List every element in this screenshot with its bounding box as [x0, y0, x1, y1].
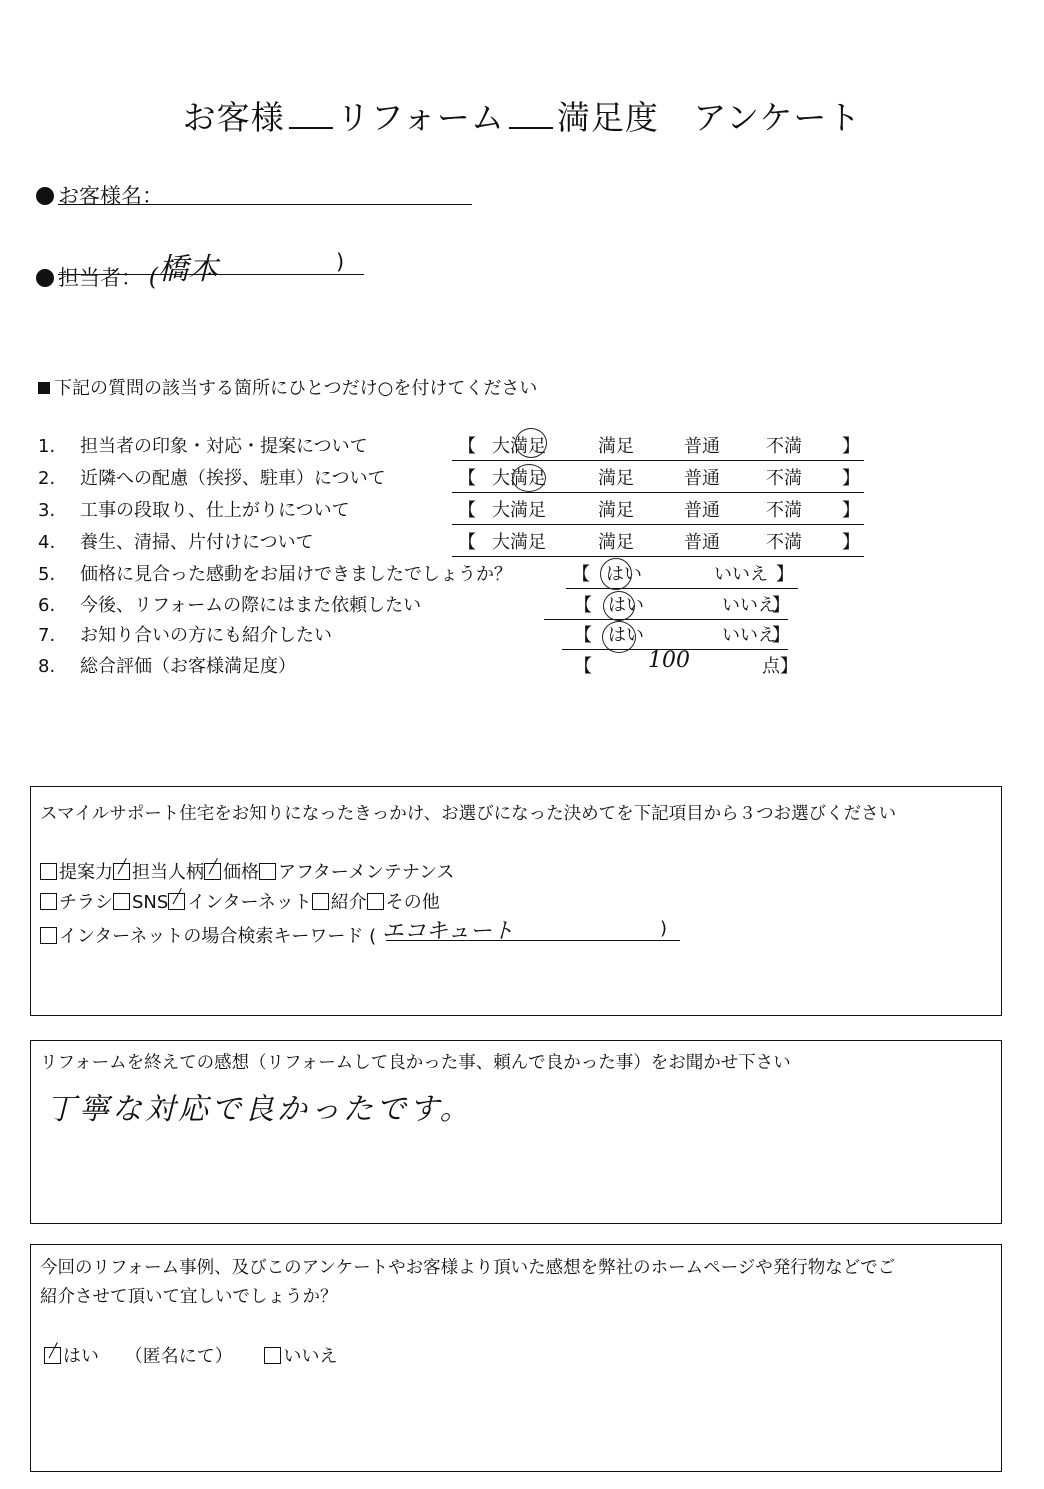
question-text: 価格に見合った感動をお届けできましたでしょうか？ [80, 564, 512, 585]
option-label: インターネット [187, 892, 312, 913]
bracket-open: 【 [574, 625, 592, 646]
checkbox-proposal[interactable] [40, 863, 57, 880]
option-no[interactable]: いいえ [722, 625, 776, 646]
staff-open-paren: ( [148, 263, 159, 291]
customer-name-row [36, 180, 163, 210]
checkbox-staff-personality[interactable] [113, 863, 130, 880]
customer-name-underline [58, 204, 472, 205]
consent-yes-label: はい [63, 1346, 99, 1367]
bracket-open: 【 [574, 656, 592, 677]
option-label: チラシ [59, 892, 113, 913]
bracket-close: 】 [772, 625, 790, 646]
bracket-close: 】 [772, 595, 790, 616]
option-label: その他 [385, 892, 440, 913]
selection-circle [602, 621, 636, 653]
question-text: 総合評価（お客様満足度） [80, 656, 296, 677]
checkbox-other[interactable] [367, 893, 384, 910]
title-part-satisfaction: 満足度 [556, 98, 659, 137]
source-row-2 [40, 888, 440, 914]
impression-heading: リフォームを終えての感想（リフォームして良かった事、頼んで良かった事）をお聞かせ下さい [40, 1053, 791, 1073]
bracket-open: 【 [574, 595, 592, 616]
selection-circle [603, 591, 635, 621]
question-number: 5. [38, 564, 56, 585]
question-text: お知り合いの方にも紹介したい [80, 625, 332, 646]
bullet-icon [36, 187, 54, 205]
selection-circle [600, 558, 632, 590]
question-number: 6. [38, 595, 56, 616]
question-text: 養生、清掃、片付けについて [80, 532, 314, 553]
bracket-close: 】 [776, 564, 794, 585]
keyword-underline [386, 940, 680, 941]
question-row [0, 432, 1044, 462]
checkbox-after-maintenance[interactable] [259, 863, 276, 880]
question-row [0, 648, 1044, 682]
staff-value[interactable]: 橋本 [158, 252, 219, 287]
bracket-open: 【 [572, 564, 590, 585]
option-label: アフターメンテナンス [278, 862, 455, 883]
option-no[interactable]: いいえ [722, 595, 776, 616]
source-row-1 [40, 858, 454, 884]
impression-answer[interactable]: 丁寧な対応で良かったです。 [46, 1092, 473, 1127]
source-heading: スマイルサポート住宅をお知りになったきっかけ、お選びになった決めてを下記項目から３つお選びください [40, 804, 897, 824]
question-number: 8. [38, 656, 56, 677]
staff-label: 担当者： [58, 266, 142, 290]
checkbox-consent-no[interactable] [264, 1347, 281, 1364]
option-neutral[interactable]: 普通 [684, 500, 720, 521]
bracket-close: 】 [842, 532, 860, 553]
keyword-label: インターネットの場合検索キーワード [59, 926, 364, 947]
question-row [0, 560, 1044, 590]
question-row [0, 528, 1044, 558]
rating-options [452, 498, 864, 525]
option-unsatisfied[interactable]: 不満 [766, 436, 802, 457]
square-bullet-icon [38, 382, 50, 394]
question-number: 3. [38, 500, 56, 521]
option-unsatisfied[interactable]: 不満 [766, 532, 802, 553]
consent-no-label: いいえ [283, 1346, 338, 1367]
option-label: 担当人柄 [132, 862, 204, 883]
staff-close-paren: ) [336, 250, 345, 274]
bullet-icon [36, 269, 54, 287]
option-label: 価格 [223, 862, 259, 883]
keyword-row [40, 918, 680, 949]
option-very-satisfied[interactable]: 大満足 [492, 532, 546, 553]
staff-row [36, 250, 366, 294]
bracket-open: 【 [458, 436, 476, 457]
title-part-customer: お客様 [182, 98, 285, 137]
checkbox-flyer[interactable] [40, 893, 57, 910]
rating-options [452, 530, 864, 557]
option-unsatisfied[interactable]: 不満 [766, 468, 802, 489]
option-neutral[interactable]: 普通 [684, 532, 720, 553]
checkbox-internet[interactable] [168, 893, 185, 910]
checkbox-keyword[interactable] [40, 927, 57, 944]
option-label: SNS [132, 892, 169, 913]
question-number: 4. [38, 532, 56, 553]
score-value[interactable]: 100 [648, 648, 690, 673]
staff-underline [58, 274, 364, 275]
option-satisfied[interactable]: 満足 [598, 436, 634, 457]
option-no[interactable]: いいえ [714, 564, 768, 585]
question-row [0, 591, 1044, 621]
selection-circle [512, 464, 546, 492]
consent-anonymous-label: （匿名にて） [124, 1346, 233, 1367]
title-underline [289, 103, 333, 129]
question-row [0, 464, 1044, 494]
question-number: 7. [38, 625, 56, 646]
option-satisfied[interactable]: 満足 [598, 500, 634, 521]
checkbox-price[interactable] [204, 863, 221, 880]
question-row [0, 621, 1044, 651]
option-neutral[interactable]: 普通 [684, 436, 720, 457]
keyword-close-paren: ) [660, 918, 668, 939]
bracket-close: 】 [842, 468, 860, 489]
title-underline [509, 103, 553, 129]
checkbox-sns[interactable] [113, 893, 130, 910]
consent-line-1: 今回のリフォーム事例、及びこのアンケートやお客様より頂いた感想を弊社のホームページや発行物などでご [40, 1258, 896, 1278]
yes-no-options [544, 593, 788, 620]
option-yes[interactable]: はい [606, 564, 642, 585]
option-satisfied[interactable]: 満足 [598, 468, 634, 489]
option-neutral[interactable]: 普通 [684, 468, 720, 489]
option-yes[interactable]: はい [608, 595, 644, 616]
keyword-value[interactable]: エコキュート [381, 919, 514, 944]
option-unsatisfied[interactable]: 不満 [766, 500, 802, 521]
selection-circle [515, 428, 547, 458]
bracket-open: 【 [458, 500, 476, 521]
question-text: 近隣への配慮（挨拶、駐車）について [80, 468, 386, 489]
bracket-open: 【 [458, 532, 476, 553]
checkbox-referral[interactable] [312, 893, 329, 910]
rating-options [452, 434, 864, 461]
consent-options [44, 1342, 337, 1368]
option-very-satisfied[interactable]: 大満足 [492, 436, 546, 457]
option-label: 提案力 [59, 862, 113, 883]
title-part-survey: アンケート [693, 98, 862, 137]
option-yes[interactable]: はい [608, 625, 644, 646]
consent-line-2: 紹介させて頂いて宜しいでしょうか？ [40, 1287, 338, 1307]
question-text: 工事の段取り、仕上がりについて [80, 500, 350, 521]
option-very-satisfied[interactable]: 大満足 [492, 468, 546, 489]
title-part-reform: リフォーム [336, 98, 505, 137]
score-unit: 点】 [762, 656, 798, 677]
instruction: 下記の質問の該当する箇所にひとつだけ○を付けてください [38, 374, 537, 400]
bracket-close: 】 [842, 500, 860, 521]
bracket-open: 【 [458, 468, 476, 489]
question-number: 2. [38, 468, 56, 489]
option-label: 紹介 [330, 892, 367, 913]
option-satisfied[interactable]: 満足 [598, 532, 634, 553]
keyword-open-paren: ( [369, 926, 377, 947]
bracket-close: 】 [842, 436, 860, 457]
option-very-satisfied[interactable]: 大満足 [492, 500, 546, 521]
question-row [0, 496, 1044, 526]
question-number: 1. [38, 436, 56, 457]
customer-name-label: お客様名： [58, 184, 163, 208]
page-title [0, 92, 1044, 139]
question-text: 今後、リフォームの際にはまた依頼したい [80, 595, 422, 616]
checkbox-consent-yes[interactable] [44, 1347, 61, 1364]
question-text: 担当者の印象・対応・提案について [80, 436, 368, 457]
